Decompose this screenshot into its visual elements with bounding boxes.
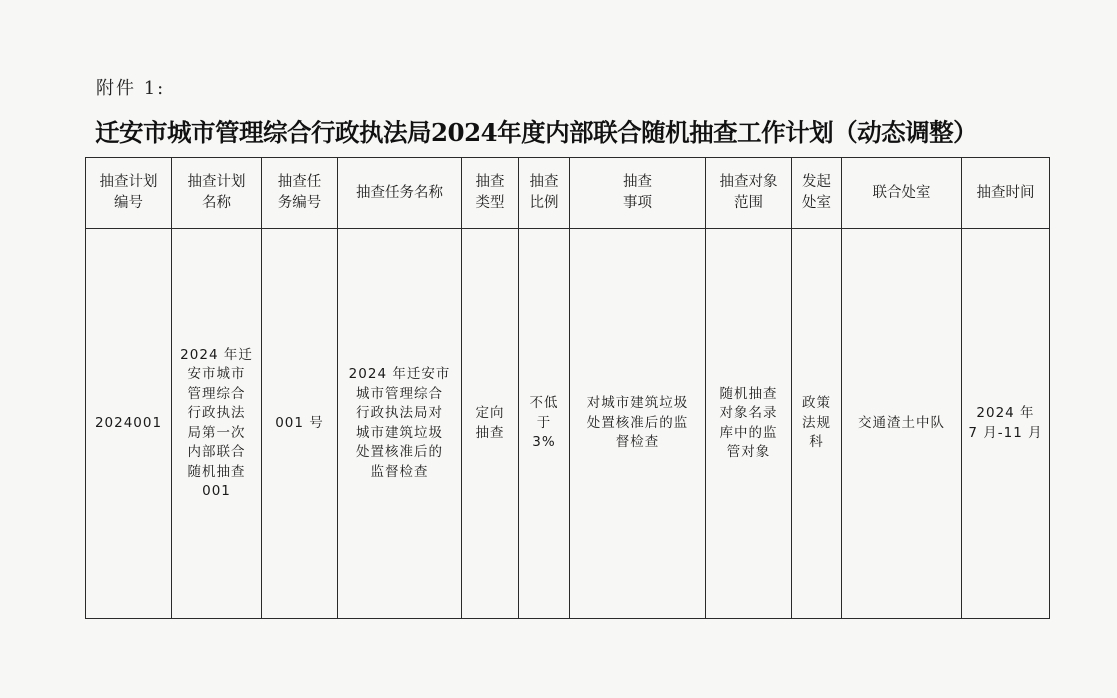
header-target-scope: 抽查对象 范围 — [706, 158, 792, 229]
document-title: 迁安市城市管理综合行政执法局2024年度内部联合随机抽查工作计划（动态调整） — [95, 118, 978, 147]
cell-inspection-ratio: 不低 于 3% — [519, 229, 570, 619]
cell-inspection-time: 2024 年 7 月-11 月 — [962, 229, 1050, 619]
cell-inspection-type: 定向 抽查 — [462, 229, 519, 619]
attachment-label: 附件 1: — [96, 78, 166, 99]
header-initiating-office: 发起 处室 — [792, 158, 842, 229]
header-task-name: 抽查任务名称 — [338, 158, 462, 229]
table-header-row — [86, 158, 1050, 229]
header-joint-office: 联合处室 — [842, 158, 962, 229]
header-plan-number: 抽查计划 编号 — [86, 158, 172, 229]
cell-plan-name: 2024 年迁 安市城市 管理综合 行政执法 局第一次 内部联合 随机抽查 001 — [172, 229, 262, 619]
cell-plan-number: 2024001 — [86, 229, 172, 619]
header-inspection-item: 抽查 事项 — [570, 158, 706, 229]
cell-target-scope: 随机抽查 对象名录 库中的监 管对象 — [706, 229, 792, 619]
cell-joint-office: 交通渣土中队 — [842, 229, 962, 619]
inspection-plan-table — [85, 157, 1050, 619]
cell-inspection-item: 对城市建筑垃圾 处置核准后的监 督检查 — [570, 229, 706, 619]
header-inspection-time: 抽查时间 — [962, 158, 1050, 229]
header-inspection-type: 抽查 类型 — [462, 158, 519, 229]
cell-initiating-office: 政策 法规 科 — [792, 229, 842, 619]
table-row — [86, 229, 1050, 619]
header-inspection-ratio: 抽查 比例 — [519, 158, 570, 229]
header-task-number: 抽查任 务编号 — [262, 158, 338, 229]
header-plan-name: 抽查计划 名称 — [172, 158, 262, 229]
cell-task-number: 001 号 — [262, 229, 338, 619]
cell-task-name: 2024 年迁安市 城市管理综合 行政执法局对 城市建筑垃圾 处置核准后的 监督检查 — [338, 229, 462, 619]
